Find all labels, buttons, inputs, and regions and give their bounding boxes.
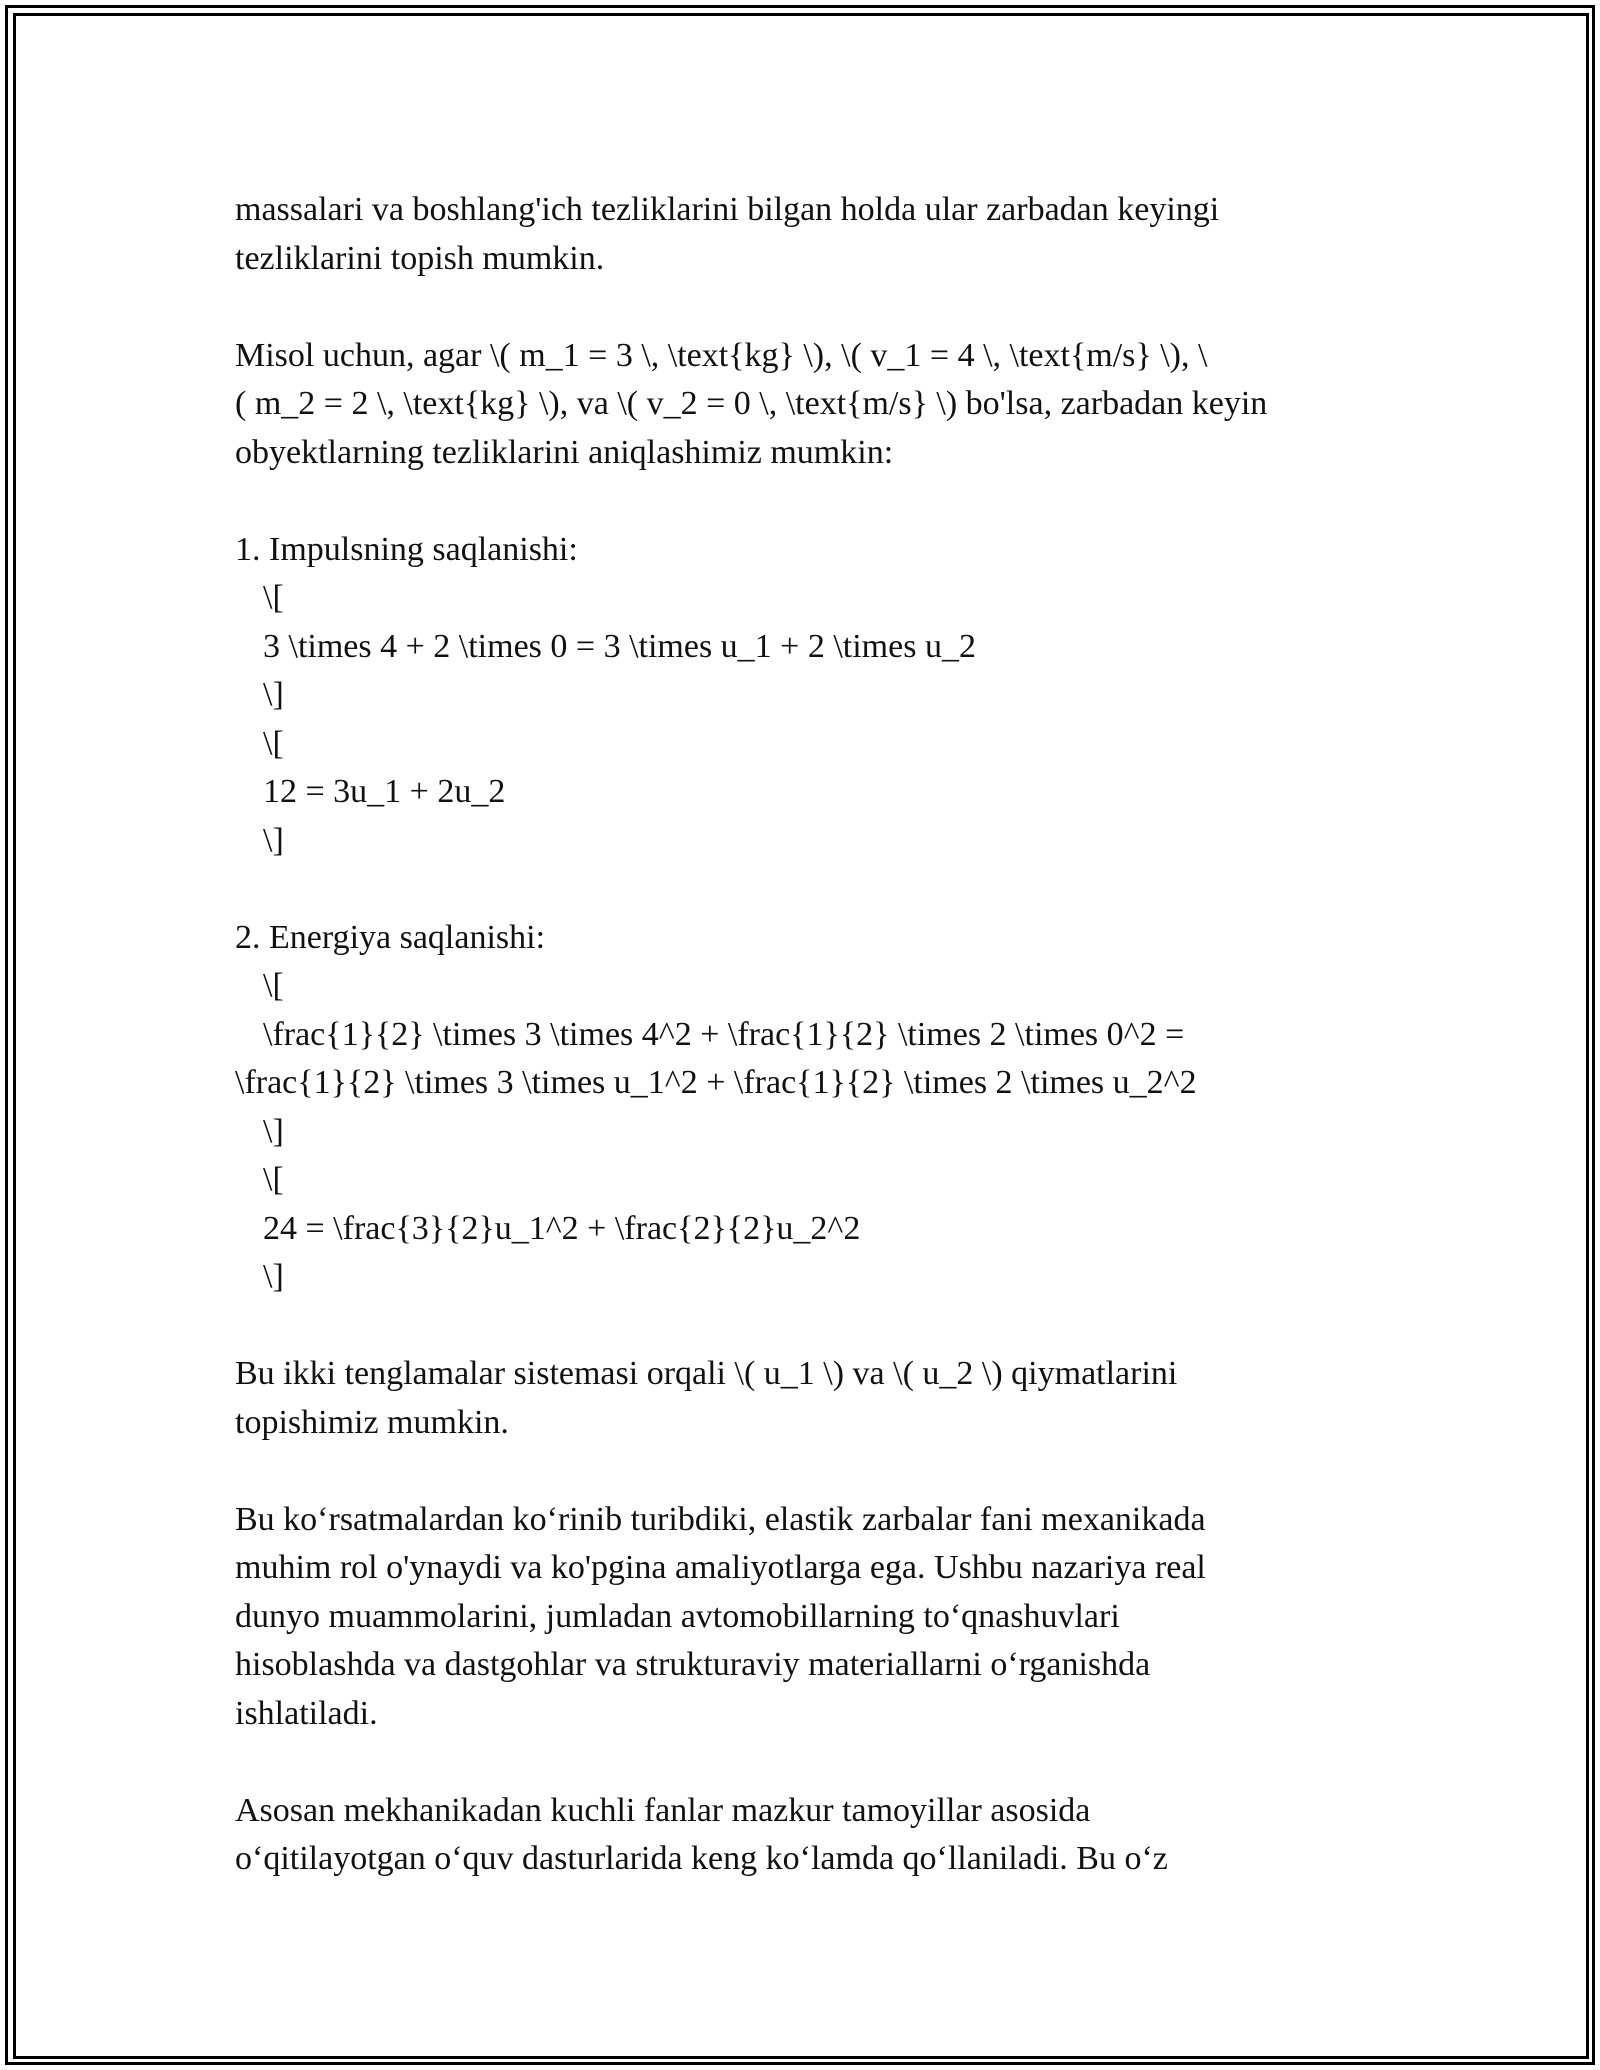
- text-line: ( m_2 = 2 \, \text{kg} \), va \( v_2 = 0 \, \text{m/s} \) bo'lsa, zarbadan keyin: [235, 385, 1268, 422]
- text-line: \[: [263, 967, 284, 1004]
- text-line: o‘qitilayotgan o‘quv dasturlarida keng ko‘lamda qo‘llaniladi. Bu o‘z: [235, 1840, 1168, 1877]
- blank-line: [235, 1447, 1415, 1496]
- text-line: \[: [263, 579, 284, 616]
- blank-line: [235, 865, 1415, 914]
- text-line: Bu ko‘rsatmalardan ko‘rinib turibdiki, elastik zarbalar fani mexanikada: [235, 1500, 1206, 1538]
- text-line: 1. Impulsning saqlanishi:: [235, 530, 578, 568]
- text-line: \frac{1}{2} \times 3 \times u_1^2 + \frac{1}{2} \times 2 \times u_2^2: [235, 1064, 1197, 1101]
- blank-line: [235, 283, 1415, 332]
- text-line: muhim rol o'ynaydi va ko'pgina amaliyotlarga ega. Ushbu nazariya real: [235, 1549, 1206, 1586]
- text-line: \]: [263, 676, 284, 713]
- text-line: topishimiz mumkin.: [235, 1403, 509, 1441]
- blank-line: [235, 1738, 1415, 1787]
- text-line: dunyo muammolarini, jumladan avtomobillarning to‘qnashuvlari: [235, 1597, 1120, 1635]
- text-line: 12 = 3u_1 + 2u_2: [263, 773, 506, 810]
- text-line: ishlatiladi.: [235, 1694, 378, 1732]
- text-line: massalari va boshlang'ich tezliklarini bilgan holda ular zarbadan keyingi: [235, 191, 1220, 228]
- text-line: 3 \times 4 + 2 \times 0 = 3 \times u_1 + 2 \times u_2: [263, 627, 976, 665]
- text-line: \[: [263, 724, 284, 762]
- text-line: \]: [263, 1258, 284, 1295]
- text-line: Asosan mekhanikadan kuchli fanlar mazkur tamoyillar asosida: [235, 1791, 1091, 1829]
- text-line: Bu ikki tenglamalar sistemasi orqali \( u_1 \) va \( u_2 \) qiymatlarini: [235, 1355, 1178, 1392]
- text-line: \frac{1}{2} \times 3 \times 4^2 + \frac{1}{2} \times 2 \times 0^2 =: [263, 1015, 1185, 1053]
- text-line: obyektlarning tezliklarini aniqlashimiz mumkin:: [235, 433, 894, 471]
- text-line: \[: [263, 1161, 284, 1198]
- blank-line: [235, 1302, 1415, 1351]
- text-line: 24 = \frac{3}{2}u_1^2 + \frac{2}{2}u_2^2: [263, 1209, 861, 1247]
- text-line: 2. Energiya saqlanishi:: [235, 918, 546, 956]
- text-line: \]: [263, 821, 284, 859]
- text-line: hisoblashda va dastgohlar va strukturaviy materiallarni o‘rganishda: [235, 1646, 1151, 1683]
- text-line: Misol uchun, agar \( m_1 = 3 \, \text{kg} \), \( v_1 = 4 \, \text{m/s} \), \: [235, 336, 1208, 374]
- text-line: \]: [263, 1112, 284, 1150]
- document-body: [235, 186, 1415, 1884]
- blank-line: [235, 477, 1415, 526]
- text-line: tezliklarini topish mumkin.: [235, 239, 605, 277]
